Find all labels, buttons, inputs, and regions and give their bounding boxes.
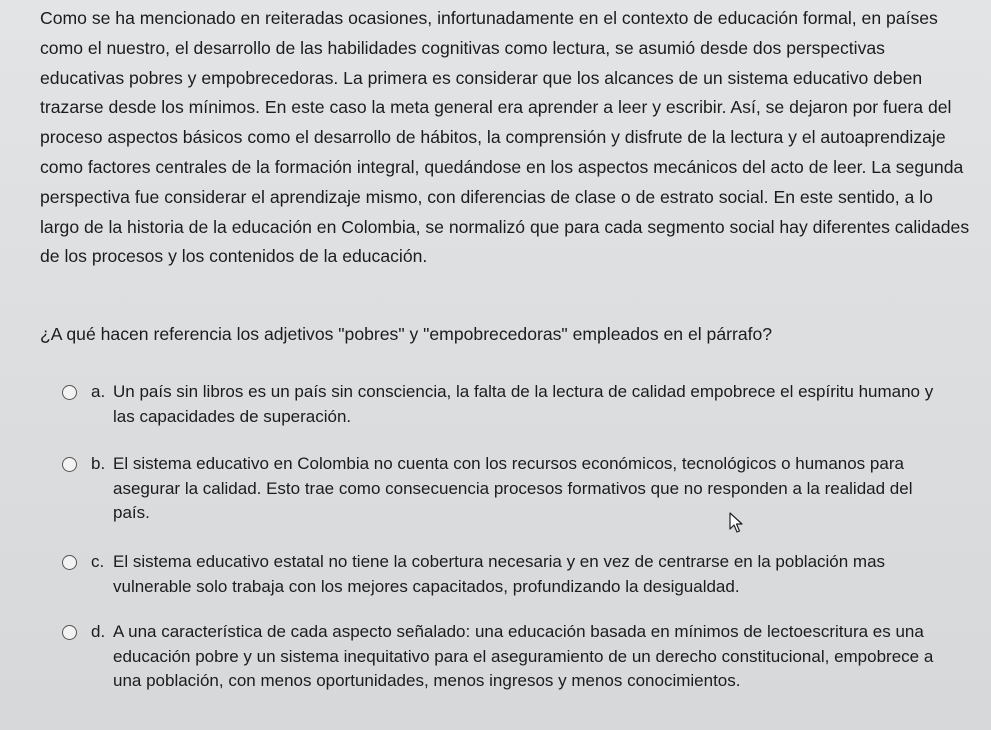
mouse-pointer-icon [729,512,743,534]
option-a[interactable] [58,380,958,429]
radio-unchecked-icon[interactable] [62,457,77,472]
option-text[interactable]: El sistema educativo en Colombia no cuenta con los recursos económicos, tecnológicos o humanos para asegurar la calidad. Esto trae como consecuencia procesos formativos que no responden a la realidad del país. [113,454,913,522]
option-letter: c. [91,552,105,571]
option-d[interactable] [58,620,958,694]
option-c[interactable] [58,550,958,599]
option-text[interactable]: A una característica de cada aspecto señalado: una educación basada en mínimos de lectoescritura es una educación pobre y un sistema inequitativo para el aseguramiento de un derecho constitucional, empobrece a una población, con menos oportunidades, menos ingresos y menos conocimientos. [113,622,934,690]
option-letter: b. [91,454,106,473]
option-letter: a. [91,382,106,401]
question-text: ¿A qué hacen referencia los adjetivos "pobres" y "empobrecedoras" empleados en el párrafo? [40,324,773,344]
option-b[interactable] [58,452,958,526]
radio-unchecked-icon[interactable] [62,625,77,640]
option-letter: d. [91,622,106,641]
radio-unchecked-icon[interactable] [62,385,77,400]
reading-passage: Como se ha mencionado en reiteradas ocasiones, infortunadamente en el contexto de educación formal, en países como el nuestro, el desarrollo de las habilidades cognitivas como lectura, se asumió desde dos perspectivas educativas pobres y empobrecedoras. La primera es considerar que los alcances de un sistema educativo deben trazarse desde los mínimos. En este caso la meta general era aprender a leer y escribir. Así, se dejaron por fuera del proceso aspectos básicos como el desarrollo de hábitos, la comprensión y disfrute de la lectura y el autoaprendizaje como factores centrales de la formación integral, quedándose en los aspectos mecánicos del acto de leer. La segunda perspectiva fue considerar el aprendizaje mismo, con diferencias de clase o de estrato social. En este sentido, a lo largo de la historia de la educación en Colombia, se normalizó que para cada segmento social hay diferentes calidades de los procesos y los contenidos de la educación. [40,8,970,267]
radio-unchecked-icon[interactable] [62,555,77,570]
option-text[interactable]: El sistema educativo estatal no tiene la cobertura necesaria y en vez de centrarse en la población mas vulnerable solo trabaja con los mejores capacitados, profundizando la desigualdad. [113,552,886,596]
option-text[interactable]: Un país sin libros es un país sin consciencia, la falta de la lectura de calidad empobrece el espíritu humano y las capacidades de superación. [113,382,934,426]
